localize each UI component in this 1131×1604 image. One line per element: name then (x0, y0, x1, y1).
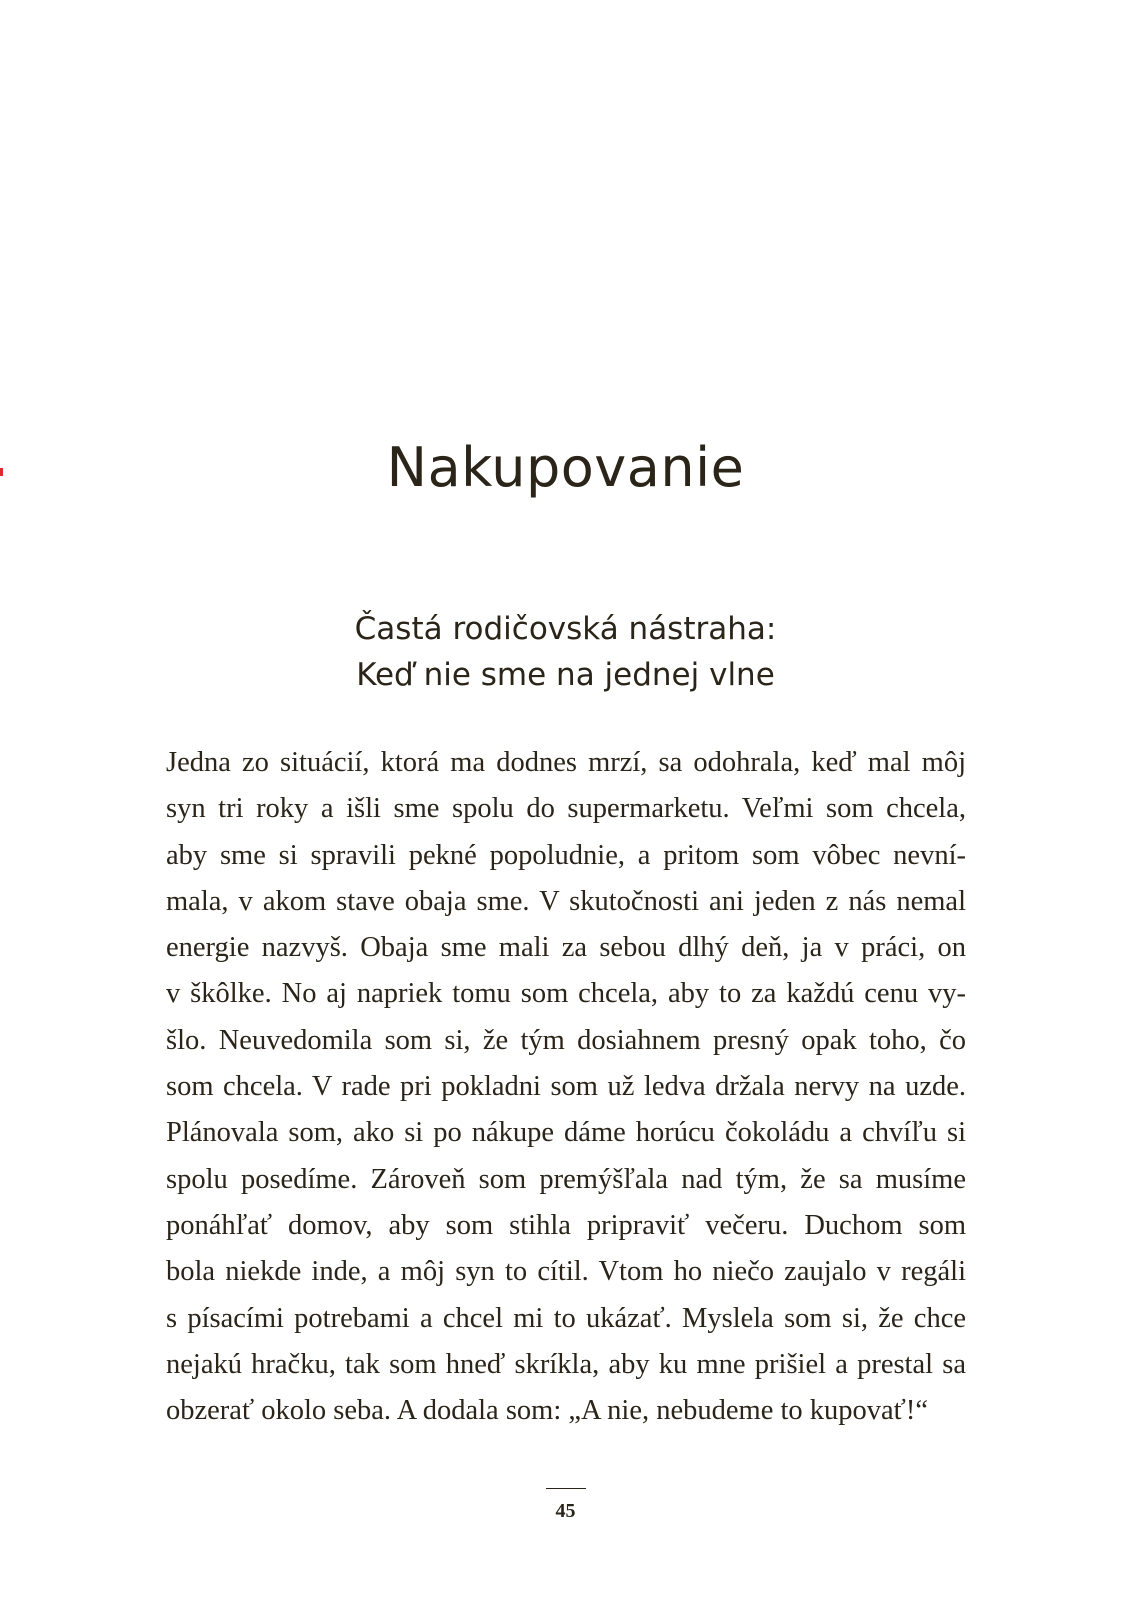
body-line: aby sme si spravili pekné popoludnie, a pritom som vôbec nevní- (166, 839, 966, 871)
section-heading-line-2: Keď nie sme na jednej vlne (356, 657, 775, 693)
body-line: Jedna zo situácií, ktorá ma dodnes mrzí, sa odohrala, keď mal môj (166, 747, 966, 778)
body-line: energie nazvyš. Obaja sme mali za sebou dlhý deň, ja v práci, on (166, 932, 966, 964)
page-number-rule (546, 1488, 586, 1489)
chapter-title: Nakupovanie (386, 436, 745, 499)
body-line: šlo. Neuvedomila som si, že tým dosiahnem presný opak toho, čo (166, 1024, 966, 1056)
body-line: obzerať okolo seba. A dodala som: „A nie, nebudeme to kupovať!“ (166, 1395, 928, 1427)
body-paragraph (166, 740, 966, 1434)
body-line: Plánovala som, ako si po nákupe dáme horúcu čokoládu a chvíľu si (166, 1117, 966, 1149)
body-line: v škôlke. No aj napriek tomu som chcela, aby to za každú cenu vy- (166, 978, 966, 1010)
page-number: 45 (555, 1500, 576, 1522)
body-line: mala, v akom stave obaja sme. V skutočnosti ani jeden z nás nemal (166, 885, 966, 917)
body-line: syn tri roky a išli sme spolu do supermarketu. Veľmi som chcela, (166, 793, 966, 825)
body-line: nejakú hračku, tak som hneď skríkla, aby ku mne prišiel a prestal sa (166, 1348, 966, 1380)
section-heading-line-1: Častá rodičovská nástraha: (354, 611, 777, 647)
body-line: ponáhľať domov, aby som stihla pripraviť večeru. Duchom som (166, 1209, 966, 1241)
section-heading (0, 606, 1131, 698)
body-line: spolu posedíme. Zároveň som premýšľala nad tým, že sa musíme (166, 1163, 966, 1195)
body-line: s písacími potrebami a chcel mi to ukázať. Myslela som si, že chce (166, 1302, 966, 1334)
body-line: bola niekde inde, a môj syn to cítil. Vtom ho niečo zaujalo v regáli (166, 1256, 966, 1288)
body-line: som chcela. V rade pri pokladni som už ledva držala nervy na uzde. (166, 1071, 966, 1103)
